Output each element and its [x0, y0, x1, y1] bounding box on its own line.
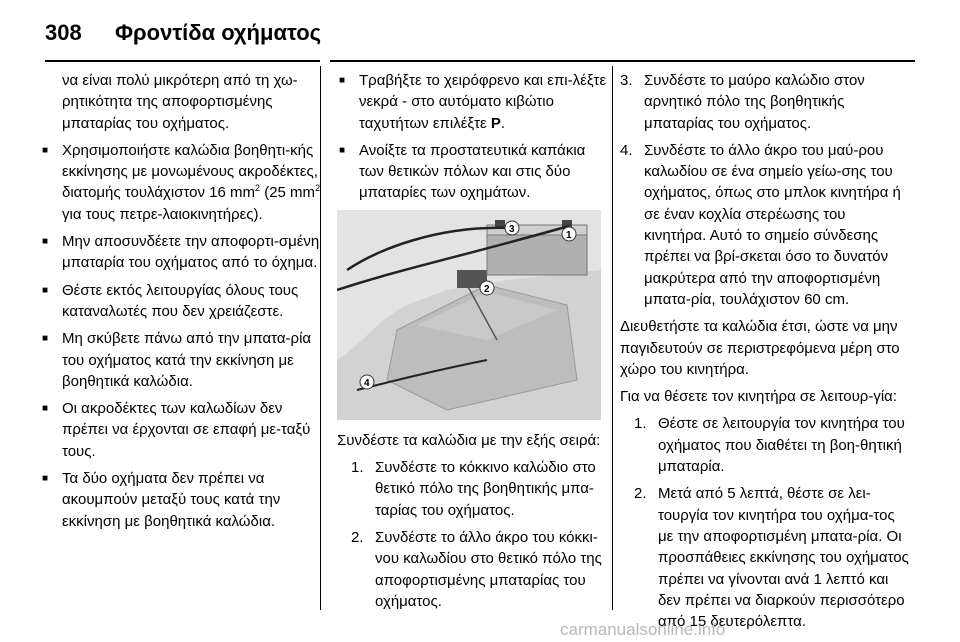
- header-rule-right: [330, 60, 915, 62]
- bullet-cable-spec: ■ Χρησιμοποιήστε καλώδια βοηθητι-κής εκκίνησης με μονωμένους ακροδέκτες, διατομής τουλάχιστον 16 $mm^2$ (25 $mm^2$ για τους πετρε-λαιοκινητήρες).: [40, 140, 325, 225]
- step-2: 2. Συνδέστε το άλλο άκρο του κόκκι-νου καλωδίου στο θετικό πόλο της αποφορτισμένης μπαταρίας του οχήματος.: [351, 528, 602, 610]
- column-2: [337, 70, 609, 618]
- engine-bay-illustration: [337, 210, 601, 420]
- bullet-vehicles-no-touch: ■ Τα δύο οχήματα δεν πρέπει να ακουμπούν μεταξύ τους κατά την εκκίνηση με βοηθητικά καλώδια.: [40, 468, 325, 532]
- column-divider: [612, 66, 613, 610]
- bullet-do-not-lean: ■ Μη σκύβετε πάνω από την μπατα-ρία του οχήματος κατά την εκκίνηση με βοηθητικά καλώδια.: [40, 328, 325, 392]
- svg-text:4: 4: [364, 377, 370, 389]
- start-step-2: 2. Μετά από 5 λεπτά, θέστε σε λει-τουργία τον κινητήρα του οχήμα-τος με την αποφορτισμένη μπατα-ρία. Οι προσπάθειες εκκίνησης του οχήματος πρέπει να γίνονται ανά 1 λεπτό και δεν πρέπει να διαρκούν περισσότερο από 15 δευτερόλεπτα.: [634, 485, 909, 631]
- page-title: Φροντίδα οχήματος: [115, 20, 322, 45]
- bullet-handbrake: ■ Τραβήξτε το χειρόφρενο και επι-λέξτε νεκρά - στο αυτόματο κιβώτιο ταχυτήτων επιλέξτε P.: [337, 70, 609, 134]
- bullet-consumers-off: ■ Θέστε εκτός λειτουργίας όλους τους καταναλωτές που δεν χρειάζεστε.: [40, 280, 325, 323]
- column-3: [620, 70, 910, 638]
- step-3: 3. Συνδέστε το μαύρο καλώδιο στον αρνητικό πόλο της βοηθητικής μπαταρίας του οχήματος.: [620, 72, 865, 132]
- order-intro: Συνδέστε τα καλώδια με την εξής σειρά:: [337, 431, 601, 449]
- start-engine-intro: Για να θέσετε τον κινητήρα σε λειτουρ-γία:: [620, 388, 898, 406]
- svg-text:3: 3: [509, 223, 515, 235]
- step-4: 4. Συνδέστε το άλλο άκρο του μαύ-ρου καλωδίου σε ένα σημείο γείω-σης του οχήματος, όπως στο μπλοκ κινητήρα ή σε έναν κοχλία στερέωσης του κινητήρα. Αυτό το σημείο σύνδεσης πρέπει να βρί-σκεται όσο το δυνατόν μακρύτερα από την αποφορτισμένη μπατα-ρία, τουλάχιστον 60 cm.: [620, 141, 901, 308]
- watermark: carmanualsonline.info: [560, 620, 726, 639]
- header-rule: [45, 60, 320, 62]
- bullet-clamps-no-contact: ■ Οι ακροδέκτες των καλωδίων δεν πρέπει να έρχονται σε επαφή με-ταξύ τους.: [40, 398, 325, 462]
- svg-text:1: 1: [566, 229, 572, 241]
- page-header: [0, 0, 960, 60]
- continued-text: να είναι πολύ μικρότερη από τη χω-ρητικότητα της αποφορτισμένης μπαταρίας του οχήματος.: [62, 72, 298, 132]
- bullet-do-not-disconnect: ■ Μην αποσυνδέετε την αποφορτι-σμένη μπαταρία του οχήματος από το όχημα.: [40, 231, 325, 274]
- svg-text:2: 2: [484, 283, 490, 295]
- start-step-1: 1. Θέστε σε λειτουργία τον κινητήρα του οχήματος που διαθέτει τη βοη-θητική μπαταρία.: [634, 415, 905, 476]
- page-number: 308: [45, 20, 82, 45]
- column-1: [40, 70, 325, 538]
- step-1: 1. Συνδέστε το κόκκινο καλώδιο στο θετικό πόλο της βοηθητικής μπα-ταρίας του οχήματος.: [351, 459, 596, 519]
- cable-routing-paragraph: Διευθετήστε τα καλώδια έτσι, ώστε να μην παγιδευτούν σε περιστρεφόμενα μέρη στο χώρο του κινητήρα.: [620, 318, 900, 378]
- battery-connection-diagram: [337, 210, 601, 420]
- bullet-open-covers: ■ Ανοίξτε τα προστατευτικά καπάκια των θετικών πόλων και στις δύο μπαταρίες των οχημάτων.: [337, 140, 609, 204]
